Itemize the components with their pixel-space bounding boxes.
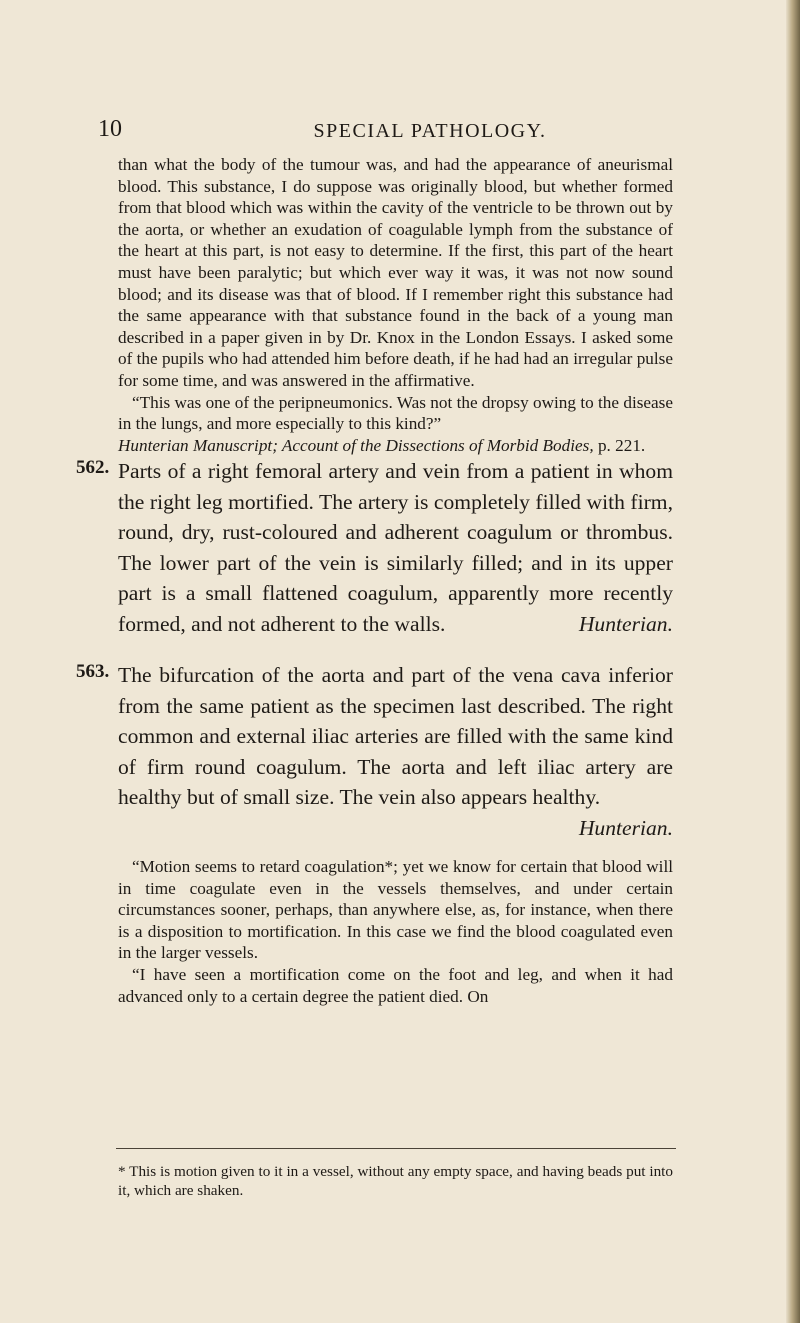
manuscript-reference: Hunterian Manuscript; Account of the Dissections of Morbid Bodies, [118,435,594,455]
running-title: SPECIAL PATHOLOGY. [313,120,547,142]
commentary-text [118,856,673,1007]
commentary-paragraph: “I have seen a mortification come on the foot and leg, and when it had advanced only to a certain degree the patient died. On [118,964,673,1006]
continuation-paragraph: than what the body of the tumour was, and had the appearance of aneurismal blood. This substance, I do suppose was originally blood, but whether formed from that blood which was within the cavity of the ventricle to be thrown out by the aorta, or whether an exudation of coagulable lymph from the substance of the heart at this part, is not easy to determine. If the first, this part of the heart must have been paralytic; but which ever way it was, it was not now sound blood; and its disease was that of blood. If I remember right this substance had the same appearance with that substance found in the back of a young man described in a paper given in by Dr. Knox in the London Essays. I asked some of the pupils who had attended him before death, if he had had an irregular pulse for some time, and was answered in the affirmative. [118,155,673,390]
specimen-source: Hunterian. [578,815,673,840]
specimen-number: 562. [76,457,110,478]
specimen-number: 563. [76,661,110,682]
specimen-description: The bifurcation of the aorta and part of the vena cava inferior from the same patient as the specimen last described. The right common and external iliac arteries are filled with the same kind of firm round coagulum. The aorta and left iliac artery are healthy but of small size. The vein also appears healthy. [118,663,673,810]
page-edge-shadow [786,0,800,1323]
footnote: * This is motion given to it in a vessel, without any empty space, and having beads put into it, which are shaken. [118,1163,673,1199]
reference-page: p. 221. [597,435,646,455]
footnote-divider [116,1148,676,1149]
commentary-paragraph: “Motion seems to retard coagulation*; yet we know for certain that blood will in time coagulate even in the vessels themselves, and under certain circumstances sooner, perhaps, than anywhere else, as, for instance, when there is a disposition to mortification. In this case we find the blood coagulated even in the larger vessels. [118,857,673,963]
continuation-text [118,154,673,456]
specimen-description: Parts of a right femoral artery and vein from a patient in whom the right leg mortified. The artery is completely filled with firm, round, dry, rust-coloured and adherent coagulum or thrombus. The lower part of the vein is similarly filled; and in its upper part is a small flattened coagulum, apparently more recently formed, and not adherent to the walls. [118,459,673,636]
quote-paragraph: “This was one of the peripneumonics. Was not the dropsy owing to the disease in the lungs, and more especially to this kind?” [118,392,673,434]
page-number: 10 [98,116,122,142]
specimen-source: Hunterian. [578,611,673,636]
